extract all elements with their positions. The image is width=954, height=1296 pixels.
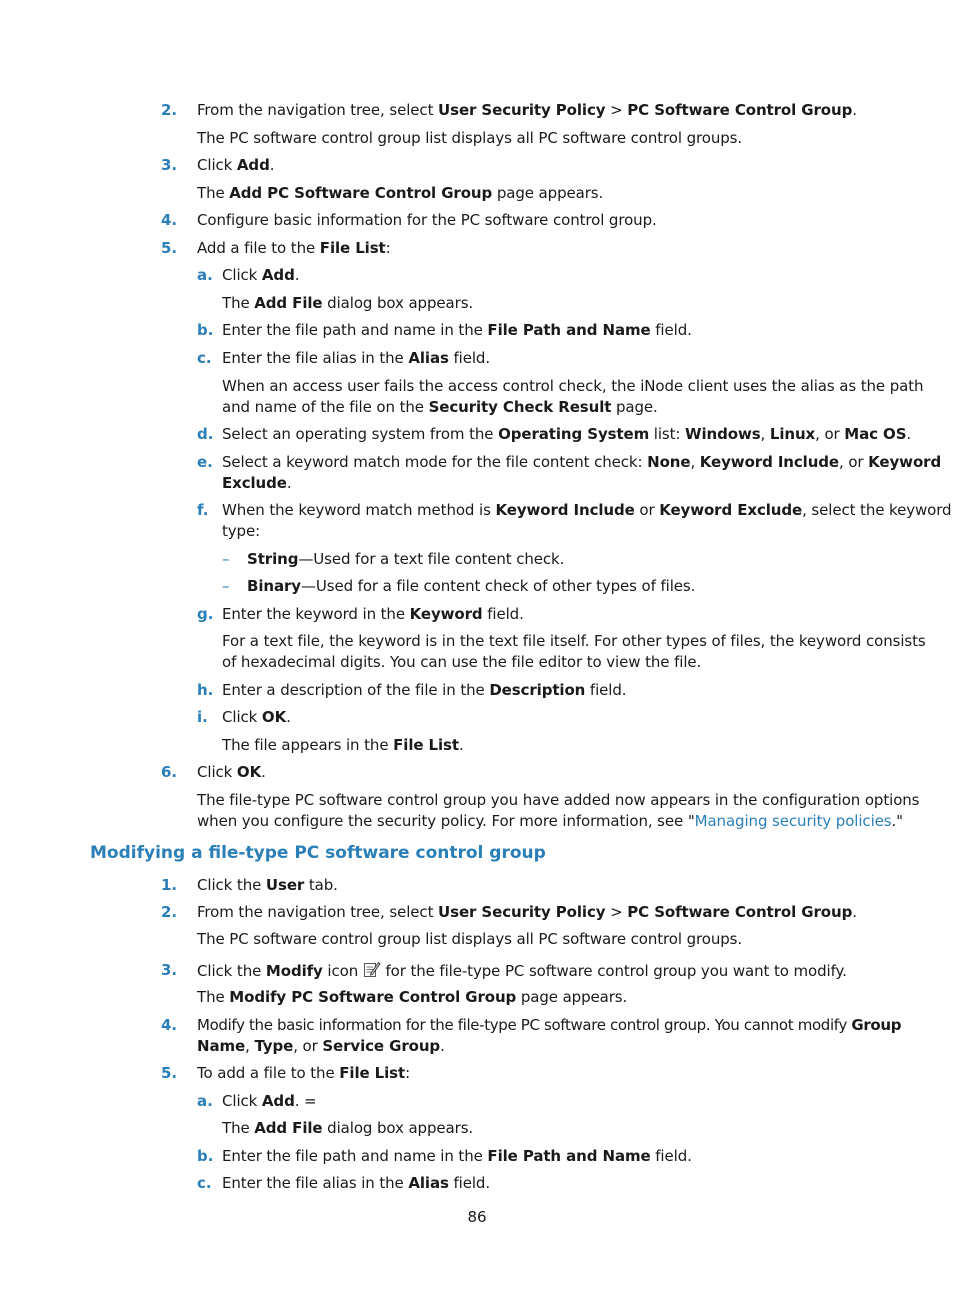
substep-text: Click OK. [222, 708, 291, 726]
substep-text: Select an operating system from the Operating System list: Windows, Linux, or Mac OS. [222, 425, 912, 443]
step-text: From the navigation tree, select User Security Policy > PC Software Control Group. [197, 101, 857, 119]
substep-note: The file appears in the File List. [222, 736, 464, 754]
substep-note: When an access user fails the access control check, the iNode client uses the alias as the path [222, 377, 924, 395]
substep-letter: c. [197, 1174, 212, 1192]
step-text: Add a file to the File List: [197, 239, 391, 257]
substep-text: When the keyword match method is Keyword Include or Keyword Exclude, select the keyword [222, 501, 952, 519]
step-number: 4. [161, 1016, 178, 1034]
substep-text: type: [222, 522, 261, 540]
dash-item: String—Used for a text file content check. [247, 550, 565, 568]
substep-letter: h. [197, 681, 214, 699]
substep-text: Click Add. [222, 266, 300, 284]
substep-text: Select a keyword match mode for the file content check: None, Keyword Include, or Keyword [222, 453, 942, 471]
step-text: Configure basic information for the PC software control group. [197, 211, 657, 229]
step-note: when you configure the security policy. For more information, see "Managing security policies." [197, 812, 903, 830]
page-number: 86 [467, 1208, 487, 1226]
substep-letter: f. [197, 501, 209, 519]
step-text: Modify the basic information for the file-type PC software control group. You cannot modify Group [197, 1016, 902, 1034]
substep-text: Enter the file alias in the Alias field. [222, 1174, 491, 1192]
dash-item: Binary—Used for a file content check of other types of files. [247, 577, 696, 595]
substep-text: Enter a description of the file in the Description field. [222, 681, 627, 699]
substep-letter: g. [197, 605, 214, 623]
step-number: 3. [161, 961, 178, 979]
step-note: The file-type PC software control group you have added now appears in the configuration options [197, 791, 920, 809]
step-text: Click OK. [197, 763, 266, 781]
step-text: Click the Modify icon for the file-type PC software control group you want to modify. [197, 962, 847, 980]
substep-text: Enter the keyword in the Keyword field. [222, 605, 524, 623]
substep-note: For a text file, the keyword is in the text file itself. For other types of files, the keyword consists [222, 632, 926, 650]
step-note: The PC software control group list displays all PC software control groups. [197, 930, 743, 948]
step-note: The PC software control group list displays all PC software control groups. [197, 129, 743, 147]
step-number: 5. [161, 239, 178, 257]
step-text: Name, Type, or Service Group. [197, 1037, 445, 1055]
substep-note: The Add File dialog box appears. [222, 294, 474, 312]
substep-letter: c. [197, 349, 212, 367]
substep-note: and name of the file on the Security Check Result page. [222, 398, 658, 416]
substep-text: Enter the file path and name in the File Path and Name field. [222, 1147, 692, 1165]
step-text: Click the User tab. [197, 876, 338, 894]
substep-letter: e. [197, 453, 213, 471]
substep-text: Exclude. [222, 474, 292, 492]
modify-icon [363, 960, 381, 978]
substep-letter: b. [197, 1147, 214, 1165]
step-text: To add a file to the File List: [197, 1064, 411, 1082]
substep-letter: d. [197, 425, 214, 443]
step-text: Click Add. [197, 156, 275, 174]
substep-text: Click Add. = [222, 1092, 317, 1110]
step-number: 1. [161, 876, 178, 894]
step-number: 3. [161, 156, 178, 174]
substep-note: of hexadecimal digits. You can use the file editor to view the file. [222, 653, 702, 671]
substep-text: Enter the file path and name in the File Path and Name field. [222, 321, 692, 339]
step-number: 5. [161, 1064, 178, 1082]
step-number: 2. [161, 101, 178, 119]
substep-note: The Add File dialog box appears. [222, 1119, 474, 1137]
managing-security-policies-link[interactable]: Managing security policies [694, 812, 892, 830]
substep-letter: i. [197, 708, 208, 726]
substep-text: Enter the file alias in the Alias field. [222, 349, 491, 367]
dash-bullet: – [222, 550, 230, 568]
substep-letter: b. [197, 321, 214, 339]
dash-bullet: – [222, 577, 230, 595]
section-heading: Modifying a file-type PC software control group [90, 843, 546, 863]
step-number: 6. [161, 763, 178, 781]
step-number: 4. [161, 211, 178, 229]
step-text: From the navigation tree, select User Security Policy > PC Software Control Group. [197, 903, 857, 921]
substep-letter: a. [197, 266, 213, 284]
step-note: The Modify PC Software Control Group page appears. [197, 988, 628, 1006]
step-number: 2. [161, 903, 178, 921]
step-note: The Add PC Software Control Group page appears. [197, 184, 604, 202]
substep-letter: a. [197, 1092, 213, 1110]
